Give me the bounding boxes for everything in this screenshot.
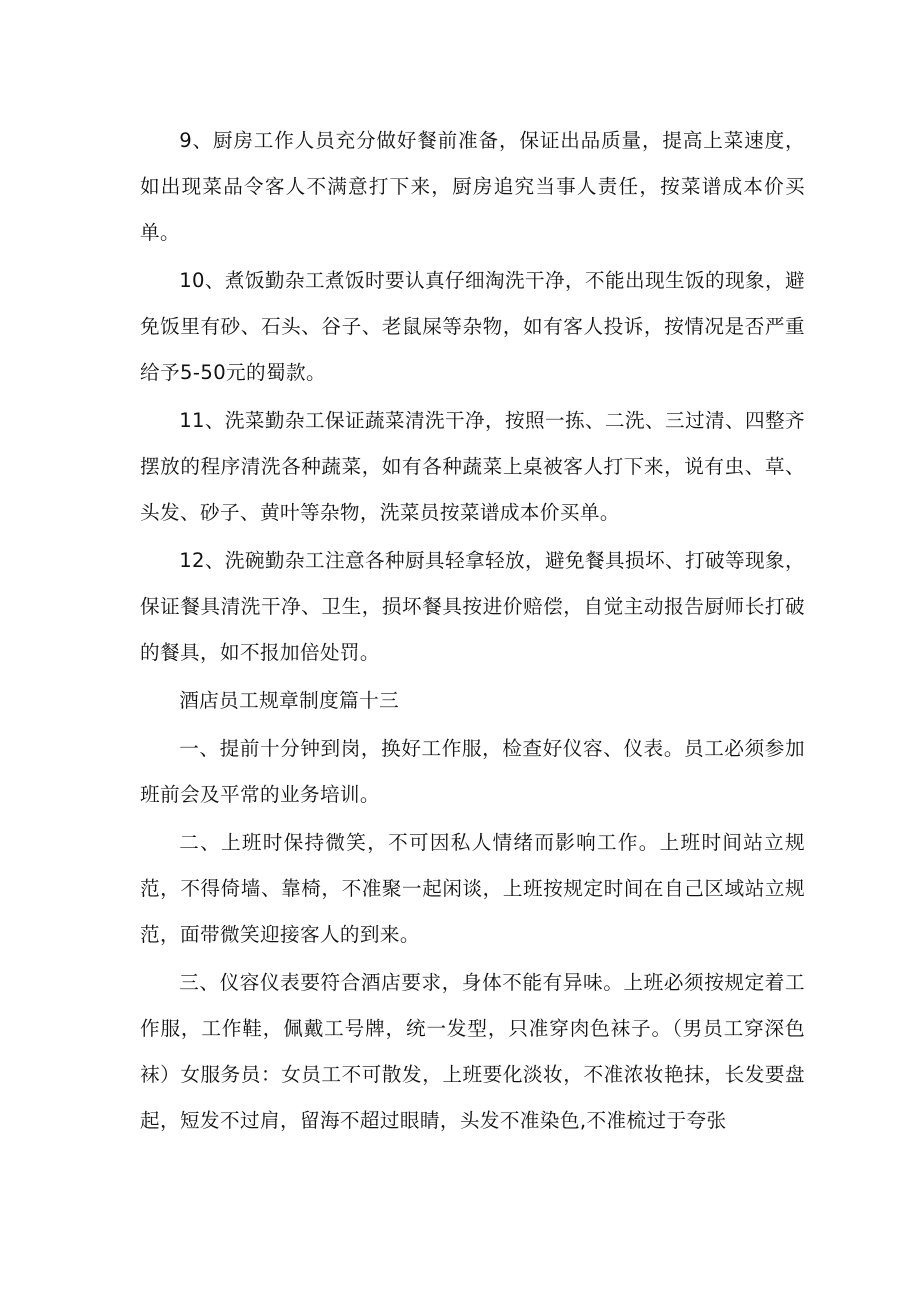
paragraph-dish-washing: 12、洗碗勤杂工注意各种厨具轻拿轻放，避免餐具损坏、打破等现象，保证餐具清洗干净、卫生，损坏餐具按进价赔偿，自觉主动报告厨师长打破的餐具，如不报加倍处罚。	[140, 549, 805, 664]
document-body	[140, 118, 805, 1144]
paragraph-vegetable-washing: 11、洗菜勤杂工保证蔬菜清洗干净，按照一拣、二洗、三过清、四整齐摆放的程序清洗各种蔬菜，如有各种蔬菜上桌被客人打下来，说有虫、草、头发、砂子、黄叶等杂物，洗菜员按菜谱成本价买单。	[140, 409, 805, 524]
paragraph-rice-cooking: 10、煮饭勤杂工煮饭时要认真仔细淘洗干净，不能出现生饭的现象，避免饭里有砂、石头、谷子、老鼠屎等杂物，如有客人投诉，按情况是否严重给予5-50元的蜀款。	[140, 269, 805, 384]
paragraph-rule-one: 一、提前十分钟到岗，换好工作服，检查好仪容、仪表。员工必须参加班前会及平常的业务培训。	[140, 737, 805, 806]
section-heading: 酒店员工规章制度篇十三	[179, 689, 400, 712]
paragraph-rule-three: 三、仪容仪表要符合酒店要求，身体不能有异味。上班必须按规定着工作服，工作鞋，佩戴工号牌，统一发型，只准穿肉色袜子。（男员工穿深色袜）女服务员：女员工不可散发，上班要化淡妆，不准浓妆艳抹，长发要盘起，短发不过肩，留海不超过眼睛，头发不准染色,不准梳过于夸张	[140, 971, 805, 1132]
paragraph-rule-two: 二、上班时保持微笑，不可因私人情绪而影响工作。上班时间站立规范，不得倚墙、靠椅，不准聚一起闲谈，上班按规定时间在自己区域站立规范，面带微笑迎接客人的到来。	[140, 831, 805, 946]
paragraph-kitchen-staff: 9、厨房工作人员充分做好餐前准备，保证出品质量，提高上菜速度，如出现菜品令客人不满意打下来，厨房追究当事人责任，按菜谱成本价买单。	[140, 129, 805, 244]
